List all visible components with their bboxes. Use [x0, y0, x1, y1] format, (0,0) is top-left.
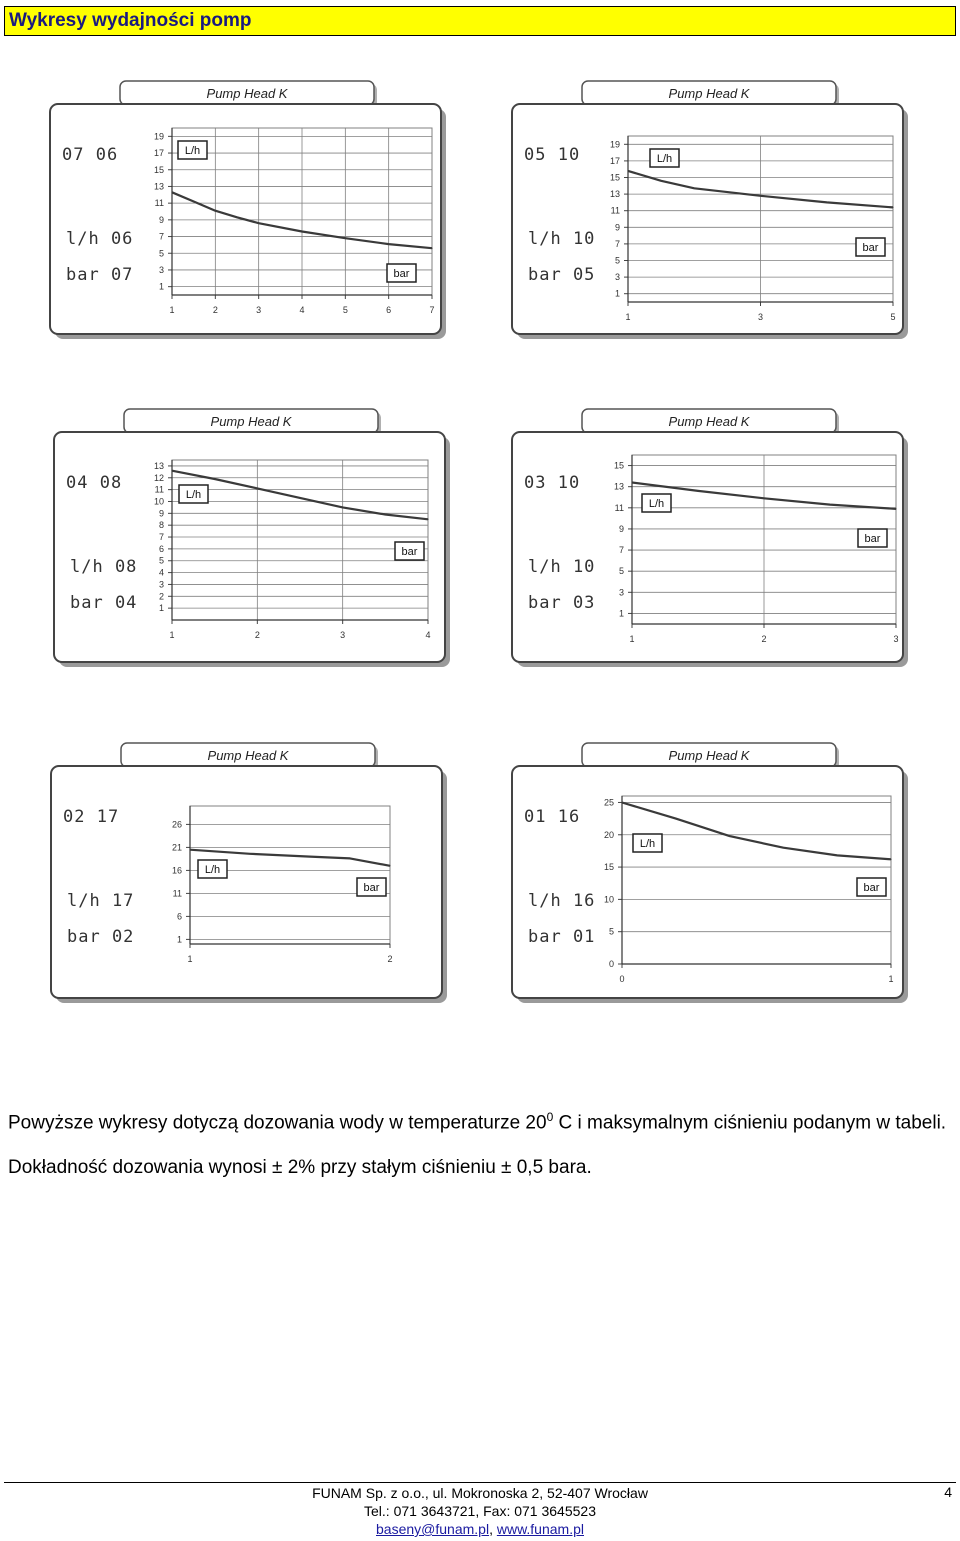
pressure-label: bar 02 — [67, 927, 135, 947]
series-point — [431, 248, 432, 249]
pressure-label: bar 01 — [528, 927, 596, 947]
flow-rate-label: l/h 16 — [528, 891, 596, 911]
series-point — [826, 202, 827, 203]
series-point — [388, 243, 389, 244]
series-point — [299, 497, 300, 498]
y-tick-label: 5 — [614, 255, 620, 266]
pump-chart-panel — [510, 742, 913, 1006]
body-paragraph-2: Dokładność dozowania wynosi ± 2% przy stałym ciśnieniu ± 0,5 bara. — [8, 1157, 592, 1178]
y-tick-label: 13 — [613, 481, 624, 492]
series-point — [697, 490, 698, 491]
tab-label: Pump Head K — [668, 86, 750, 101]
flow-rate-label: l/h 06 — [66, 229, 134, 249]
flow-legend-label: L/h — [184, 145, 201, 157]
y-tick-label: 25 — [603, 797, 614, 808]
model-code-label: 05 10 — [524, 145, 581, 165]
y-tick-label: 5 — [608, 926, 614, 937]
pump-chart — [510, 80, 913, 342]
series-point — [301, 231, 302, 232]
y-tick-label: 3 — [158, 579, 164, 590]
y-tick-label: 19 — [609, 139, 620, 150]
pump-chart — [510, 408, 913, 670]
flow-legend-label: L/h — [656, 153, 673, 165]
series-point — [895, 508, 896, 509]
pump-chart-panel — [48, 80, 451, 342]
y-tick-label: 11 — [154, 484, 164, 495]
x-tick-label: 2 — [761, 634, 767, 644]
model-code-label: 04 08 — [66, 473, 123, 493]
series-point — [631, 482, 632, 483]
series-point — [171, 470, 172, 471]
flow-rate-label: l/h 10 — [528, 557, 596, 577]
y-tick-label: 3 — [158, 264, 164, 275]
page-title: Wykresy wydajności pomp — [9, 10, 252, 31]
y-tick-label: 2 — [158, 591, 164, 602]
series-point — [661, 180, 662, 181]
series-point — [890, 859, 891, 860]
tab-label: Pump Head K — [210, 414, 292, 429]
x-tick-label: 5 — [890, 312, 896, 322]
series-point — [621, 802, 622, 803]
x-tick-label: 2 — [254, 630, 260, 640]
model-code-label: 01 16 — [524, 807, 581, 827]
x-tick-label: 7 — [429, 305, 435, 315]
pump-chart — [52, 408, 455, 670]
y-tick-label: 15 — [613, 460, 624, 471]
y-tick-label: 1 — [158, 603, 164, 614]
series-point — [385, 514, 386, 515]
y-tick-label: 11 — [154, 198, 164, 209]
series-point — [193, 201, 194, 202]
tab-label: Pump Head K — [206, 86, 288, 101]
series-point — [783, 847, 784, 848]
y-tick-label: 4 — [158, 567, 164, 578]
y-tick-label: 13 — [609, 189, 620, 200]
series-point — [171, 192, 172, 193]
y-tick-label: 15 — [609, 172, 620, 183]
pressure-legend-label: bar — [863, 882, 880, 894]
page-title-bar — [4, 6, 956, 36]
series-point — [257, 488, 258, 489]
y-tick-label: 0 — [608, 959, 614, 969]
x-tick-label: 1 — [169, 305, 175, 315]
x-tick-label: 3 — [256, 305, 262, 315]
x-tick-label: 1 — [169, 630, 175, 640]
series-point — [760, 195, 761, 196]
tab-label: Pump Head K — [668, 414, 750, 429]
y-tick-label: 11 — [614, 502, 624, 513]
flow-legend-label: L/h — [185, 489, 202, 501]
y-tick-label: 7 — [158, 532, 164, 543]
footer-website-link[interactable]: www.funam.pl — [496, 1521, 584, 1537]
model-code-label: 02 17 — [63, 807, 120, 827]
y-tick-label: 1 — [176, 934, 182, 945]
pump-chart-panel — [52, 408, 455, 670]
x-tick-label: 6 — [386, 305, 392, 315]
x-tick-label: 3 — [340, 630, 346, 640]
y-tick-label: 6 — [158, 543, 164, 554]
x-tick-label: 3 — [757, 312, 764, 322]
x-tick-label: 1 — [187, 954, 193, 964]
pump-chart-panel — [510, 80, 913, 342]
y-tick-label: 3 — [614, 272, 620, 283]
series-point — [309, 856, 310, 857]
series-point — [627, 170, 628, 171]
y-tick-label: 9 — [614, 222, 620, 233]
model-code-label: 07 06 — [62, 145, 119, 165]
x-tick-label: 4 — [299, 305, 305, 315]
series-point — [236, 217, 237, 218]
footer — [0, 1484, 960, 1538]
y-tick-label: 1 — [614, 288, 620, 299]
x-tick-label: 1 — [625, 312, 631, 322]
pressure-label: bar 05 — [528, 265, 596, 285]
y-tick-label: 15 — [153, 164, 164, 175]
body-text-line1-post: C i maksymalnym ciśnieniu podanym w tabeli. — [553, 1112, 947, 1134]
x-tick-label: 5 — [342, 305, 348, 315]
series-point — [675, 818, 676, 819]
footer-email-link[interactable]: baseny@funam.pl — [376, 1521, 490, 1537]
series-point — [892, 207, 893, 208]
body-paragraph-1 — [8, 1105, 954, 1135]
y-tick-label: 19 — [153, 131, 164, 142]
y-tick-label: 11 — [172, 888, 182, 899]
footer-phone: Tel.: 071 3643721, Fax: 071 3645523 — [364, 1503, 596, 1519]
footer-links — [0, 1520, 960, 1538]
y-tick-label: 6 — [176, 911, 182, 922]
pressure-legend-label: bar — [393, 268, 410, 280]
y-tick-label: 10 — [153, 496, 164, 507]
y-tick-label: 9 — [158, 508, 164, 519]
flow-legend-label: L/h — [204, 864, 221, 876]
tab-label: Pump Head K — [668, 748, 750, 763]
series-point — [345, 238, 346, 239]
page-number: 4 — [944, 1484, 952, 1500]
pressure-legend-label: bar — [401, 546, 418, 558]
body-text-line1-pre: Powyższe wykresy dotyczą dozowania wody w temperaturze 20 — [8, 1112, 547, 1134]
y-tick-label: 9 — [158, 214, 164, 225]
y-tick-label: 1 — [618, 608, 624, 619]
series-point — [389, 865, 390, 866]
series-point — [349, 858, 350, 859]
pump-chart — [510, 742, 913, 1006]
y-tick-label: 5 — [158, 248, 164, 259]
y-tick-label: 7 — [158, 231, 164, 242]
series-point — [729, 835, 730, 836]
y-tick-label: 5 — [158, 555, 164, 566]
y-tick-label: 15 — [603, 862, 614, 873]
footer-address: FUNAM Sp. z o.o., ul. Mokronoska 2, 52-407 Wrocław — [312, 1485, 648, 1501]
series-point — [258, 223, 259, 224]
y-tick-label: 20 — [603, 829, 614, 840]
y-tick-label: 17 — [609, 155, 620, 166]
flow-rate-label: l/h 17 — [67, 891, 135, 911]
x-tick-label: 2 — [387, 954, 393, 964]
series-point — [829, 504, 830, 505]
y-tick-label: 13 — [153, 460, 164, 471]
body-text-superscript: 0 — [546, 1110, 554, 1124]
x-tick-label: 3 — [893, 634, 899, 644]
flow-rate-label: l/h 08 — [70, 557, 138, 577]
pressure-label: bar 04 — [70, 593, 138, 613]
series-point — [837, 855, 838, 856]
series-point — [249, 853, 250, 854]
pressure-label: bar 07 — [66, 265, 134, 285]
footer-link-separator: , — [489, 1521, 493, 1537]
model-code-label: 03 10 — [524, 473, 581, 493]
y-tick-label: 8 — [158, 520, 164, 531]
x-tick-label: 1 — [888, 974, 894, 984]
y-tick-label: 9 — [618, 523, 624, 534]
footer-divider — [4, 1482, 956, 1483]
x-tick-label: 1 — [629, 634, 635, 644]
series-point — [342, 507, 343, 508]
flow-legend-label: L/h — [648, 498, 665, 510]
pump-chart-panel — [510, 408, 913, 670]
x-tick-label: 0 — [619, 974, 625, 984]
y-tick-label: 3 — [618, 587, 624, 598]
plot-area — [622, 796, 891, 964]
pressure-legend-label: bar — [363, 882, 380, 894]
pump-chart — [49, 742, 452, 1006]
pump-chart — [48, 80, 451, 342]
x-tick-label: 4 — [425, 630, 431, 640]
y-tick-label: 7 — [614, 238, 620, 249]
series-point — [214, 478, 215, 479]
y-tick-label: 10 — [603, 894, 614, 905]
y-tick-label: 5 — [618, 566, 624, 577]
flow-legend-label: L/h — [639, 838, 656, 850]
series-point — [189, 849, 190, 850]
y-tick-label: 13 — [153, 181, 164, 192]
y-tick-label: 7 — [618, 545, 624, 556]
y-tick-label: 21 — [171, 842, 182, 853]
series-point — [694, 188, 695, 189]
pressure-label: bar 03 — [528, 593, 596, 613]
y-tick-label: 12 — [153, 472, 164, 483]
pressure-legend-label: bar — [864, 533, 881, 545]
series-point — [427, 519, 428, 520]
series-point — [763, 498, 764, 499]
pressure-legend-label: bar — [862, 242, 879, 254]
pump-chart-panel — [49, 742, 452, 1006]
y-tick-label: 16 — [171, 865, 182, 876]
y-tick-label: 26 — [171, 819, 182, 830]
flow-rate-label: l/h 10 — [528, 229, 596, 249]
y-tick-label: 17 — [153, 148, 164, 159]
series-point — [215, 210, 216, 211]
y-tick-label: 11 — [610, 205, 620, 216]
tab-label: Pump Head K — [207, 748, 289, 763]
x-tick-label: 2 — [212, 305, 218, 315]
y-tick-label: 1 — [158, 281, 164, 292]
